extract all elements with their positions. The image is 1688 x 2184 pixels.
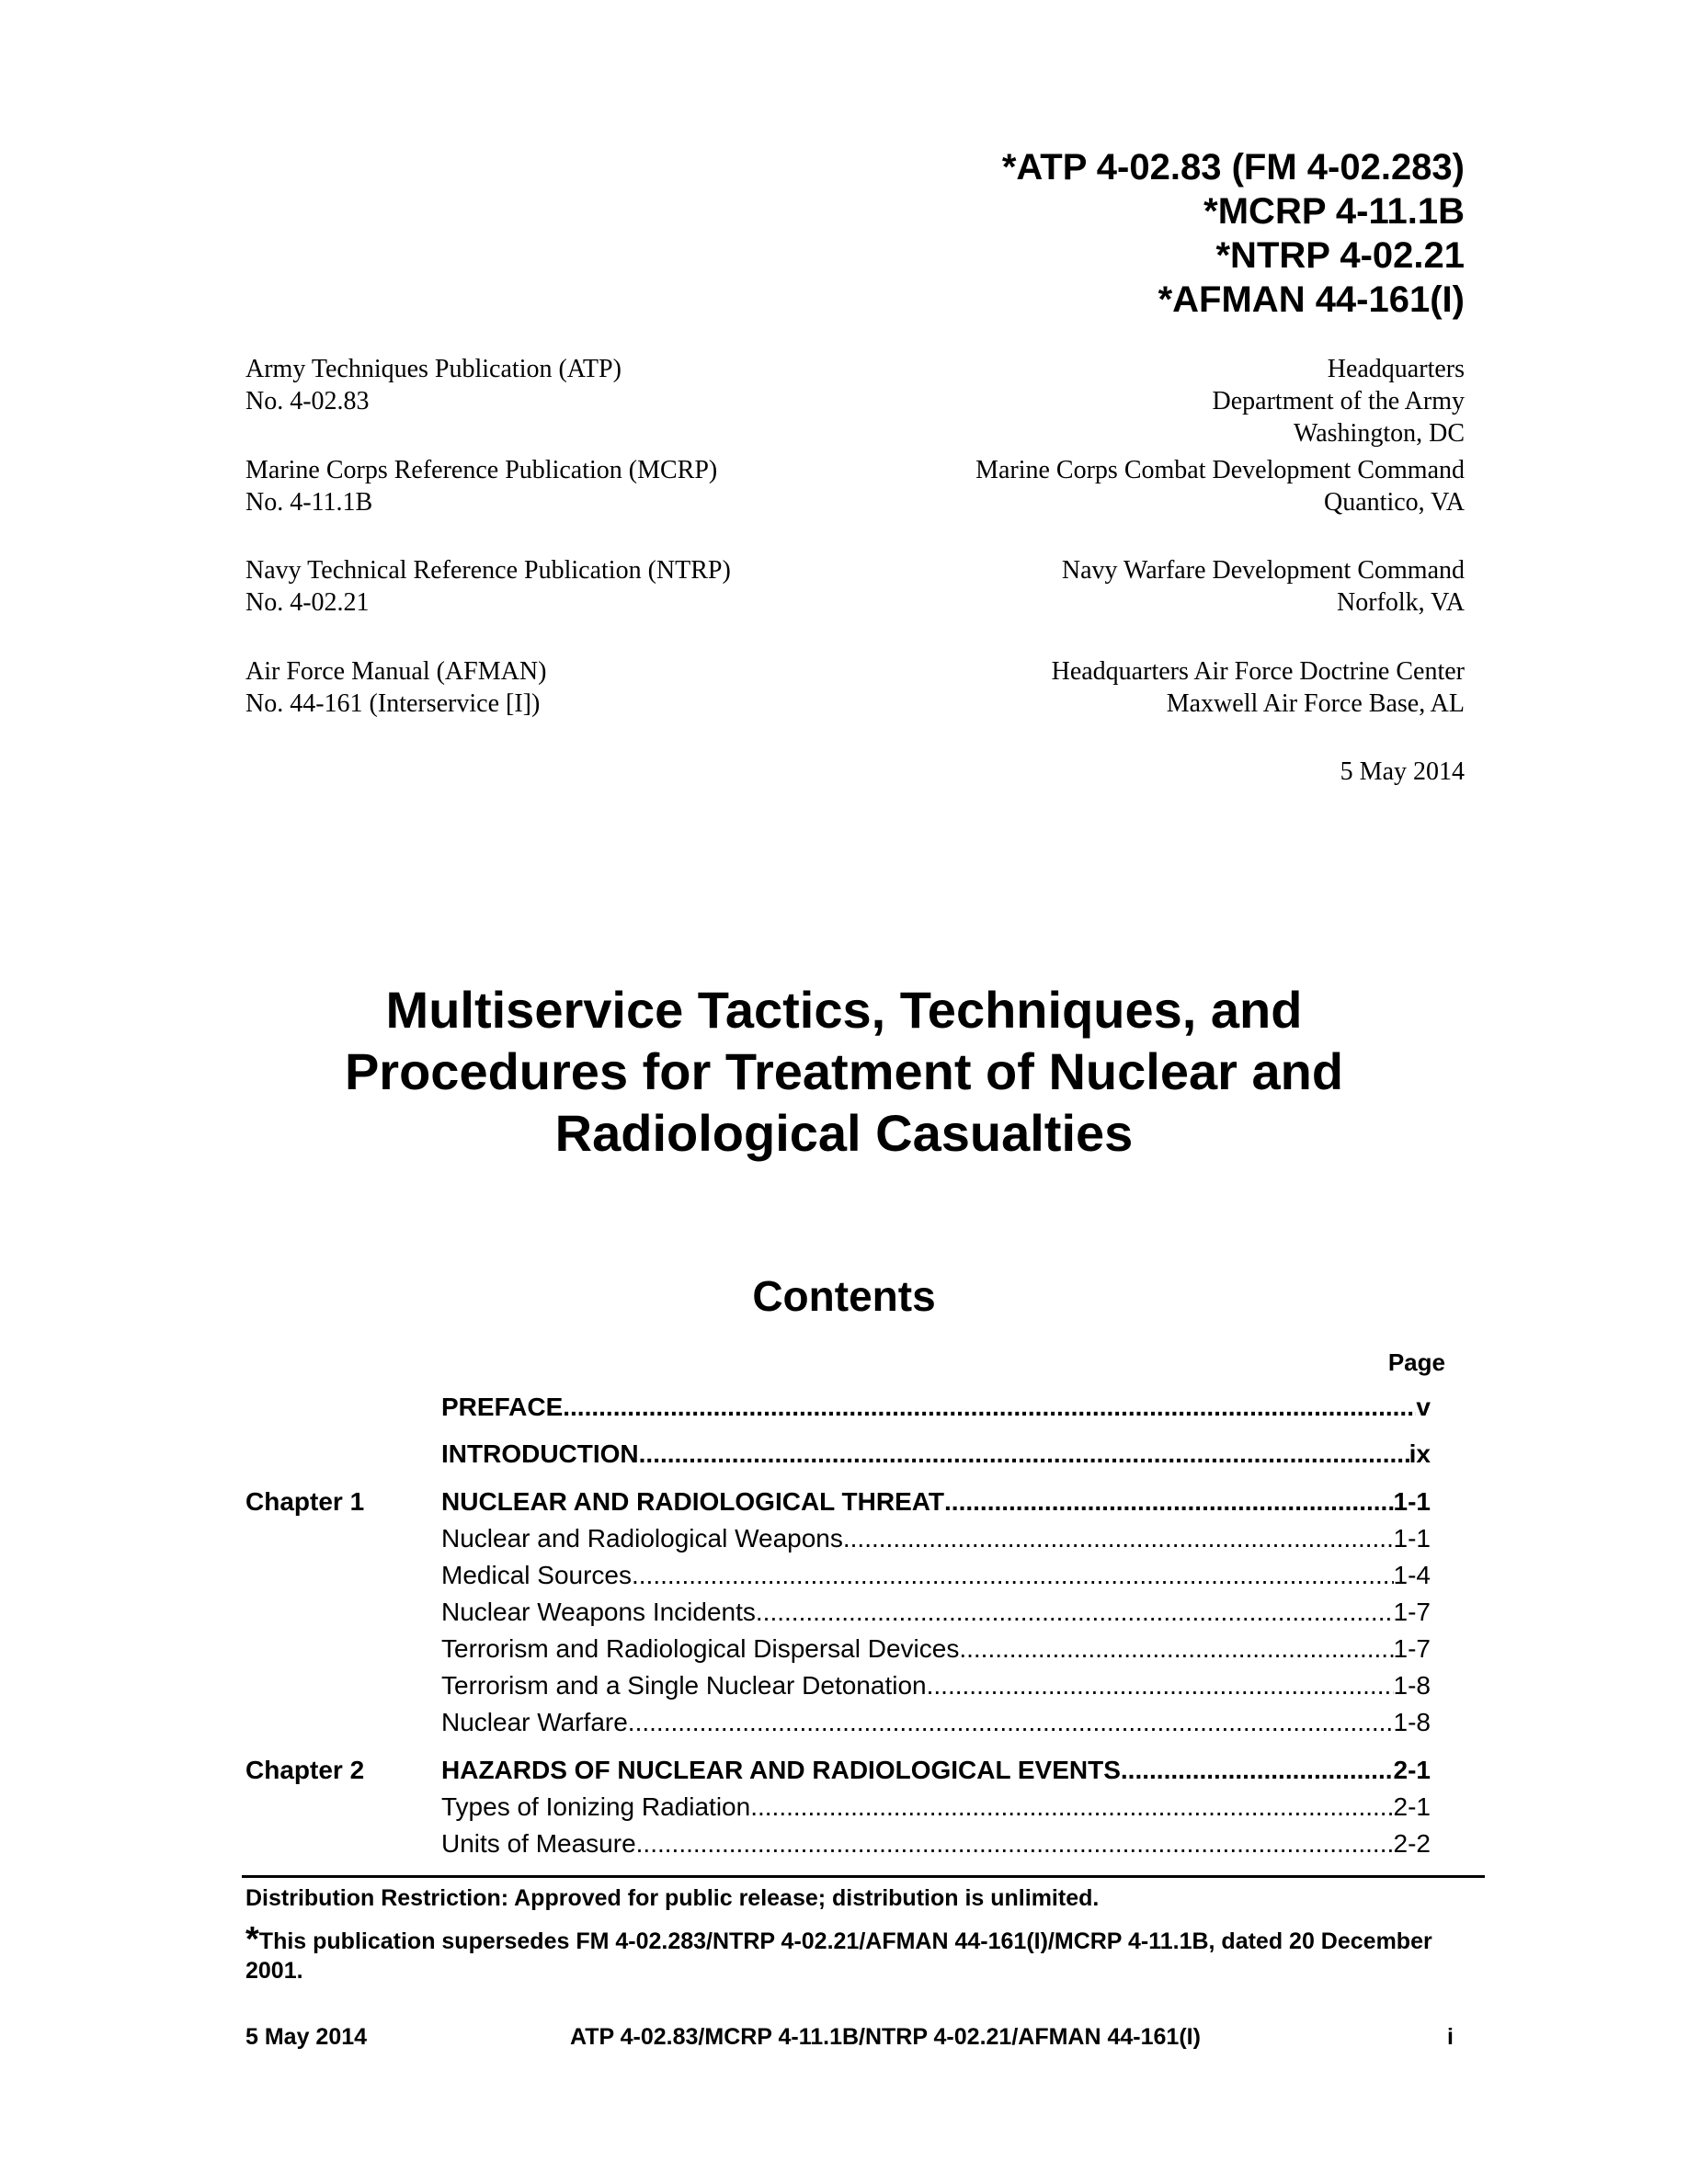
toc-entry[interactable]: Terrorism and a Single Nuclear Detonation ..... 1-8 (441, 1670, 1431, 1701)
issuer-army-publication: Army Techniques Publication (ATP) No. 4-02.83 (245, 355, 622, 415)
pub-number-ntrp: *NTRP 4-02.21 (1215, 235, 1465, 276)
pub-number-afman: *AFMAN 44-161(I) (1158, 279, 1465, 320)
contents-heading: Contents (752, 1272, 936, 1320)
issuer-airforce-publication: Air Force Manual (AFMAN) No. 44-161 (Interservice [I]) (245, 657, 547, 718)
issuer-marine-command: Marine Corps Combat Development Command Quantico, VA (975, 456, 1465, 517)
toc-entry[interactable]: Medical Sources ..... 1-4 (441, 1560, 1431, 1591)
footer-publication: ATP 4-02.83/MCRP 4-11.1B/NTRP 4-02.21/AFMAN 44-161(I) (570, 2024, 1201, 2050)
toc-entry-chapter-2[interactable]: HAZARDS OF NUCLEAR AND RADIOLOGICAL EVENTS ..... 2-1 (441, 1755, 1431, 1786)
publication-numbers (1002, 145, 1465, 322)
pub-number-atp: *ATP 4-02.83 (FM 4-02.283) (1001, 147, 1465, 188)
publication-date: 5 May 2014 (1340, 757, 1465, 786)
document-title: Multiservice Tactics, Techniques, and Procedures for Treatment of Nuclear and Radiological Casualties (344, 981, 1344, 1162)
divider-rule (242, 1875, 1485, 1878)
toc-entry[interactable]: Nuclear and Radiological Weapons ..... 1-1 (441, 1523, 1431, 1554)
supersedes-note (245, 1920, 1441, 1985)
footer-page-number: i (1447, 2024, 1454, 2050)
pub-number-mcrp: *MCRP 4-11.1B (1203, 191, 1465, 232)
toc-entry[interactable]: Nuclear Weapons Incidents ..... 1-7 (441, 1597, 1431, 1628)
toc-entry-chapter-1[interactable]: NUCLEAR AND RADIOLOGICAL THREAT ..... 1-1 (441, 1486, 1431, 1518)
toc-entry-preface[interactable]: PREFACE ..... v (441, 1392, 1431, 1423)
chapter-label: Chapter 1 (245, 1487, 365, 1516)
issuer-airforce-center: Headquarters Air Force Doctrine Center Maxwell Air Force Base, AL (1051, 657, 1465, 718)
issuer-army-headquarters: Headquarters Department of the Army Washington, DC (1212, 355, 1465, 448)
issuer-navy-publication: Navy Technical Reference Publication (NTRP) No. 4-02.21 (245, 556, 731, 617)
toc-entry[interactable]: Types of Ionizing Radiation ..... 2-1 (441, 1792, 1431, 1823)
issuer-navy-command: Navy Warfare Development Command Norfolk, VA (1061, 556, 1465, 617)
supersedes-text: This publication supersedes FM 4-02.283/NTRP 4-02.21/AFMAN 44-161(I)/MCRP 4-11.1B, dated 20 December 2001. (245, 1928, 1432, 1984)
page-column-label: Page (1387, 1348, 1445, 1376)
issuer-marine-publication: Marine Corps Reference Publication (MCRP) No. 4-11.1B (245, 456, 718, 517)
toc-entry[interactable]: Units of Measure ..... 2-2 (441, 1828, 1431, 1860)
footer-date: 5 May 2014 (245, 2024, 368, 2050)
distribution-restriction: Distribution Restriction: Approved for public release; distribution is unlimited. (245, 1885, 1100, 1911)
toc-entry[interactable]: Terrorism and Radiological Dispersal Devices ..... 1-7 (441, 1633, 1431, 1665)
toc-entry[interactable]: Nuclear Warfare ..... 1-8 (441, 1707, 1431, 1738)
asterisk-mark: * (245, 1920, 259, 1959)
toc-entry-introduction[interactable]: INTRODUCTION ..... ix (441, 1439, 1431, 1470)
chapter-label: Chapter 2 (245, 1756, 365, 1784)
